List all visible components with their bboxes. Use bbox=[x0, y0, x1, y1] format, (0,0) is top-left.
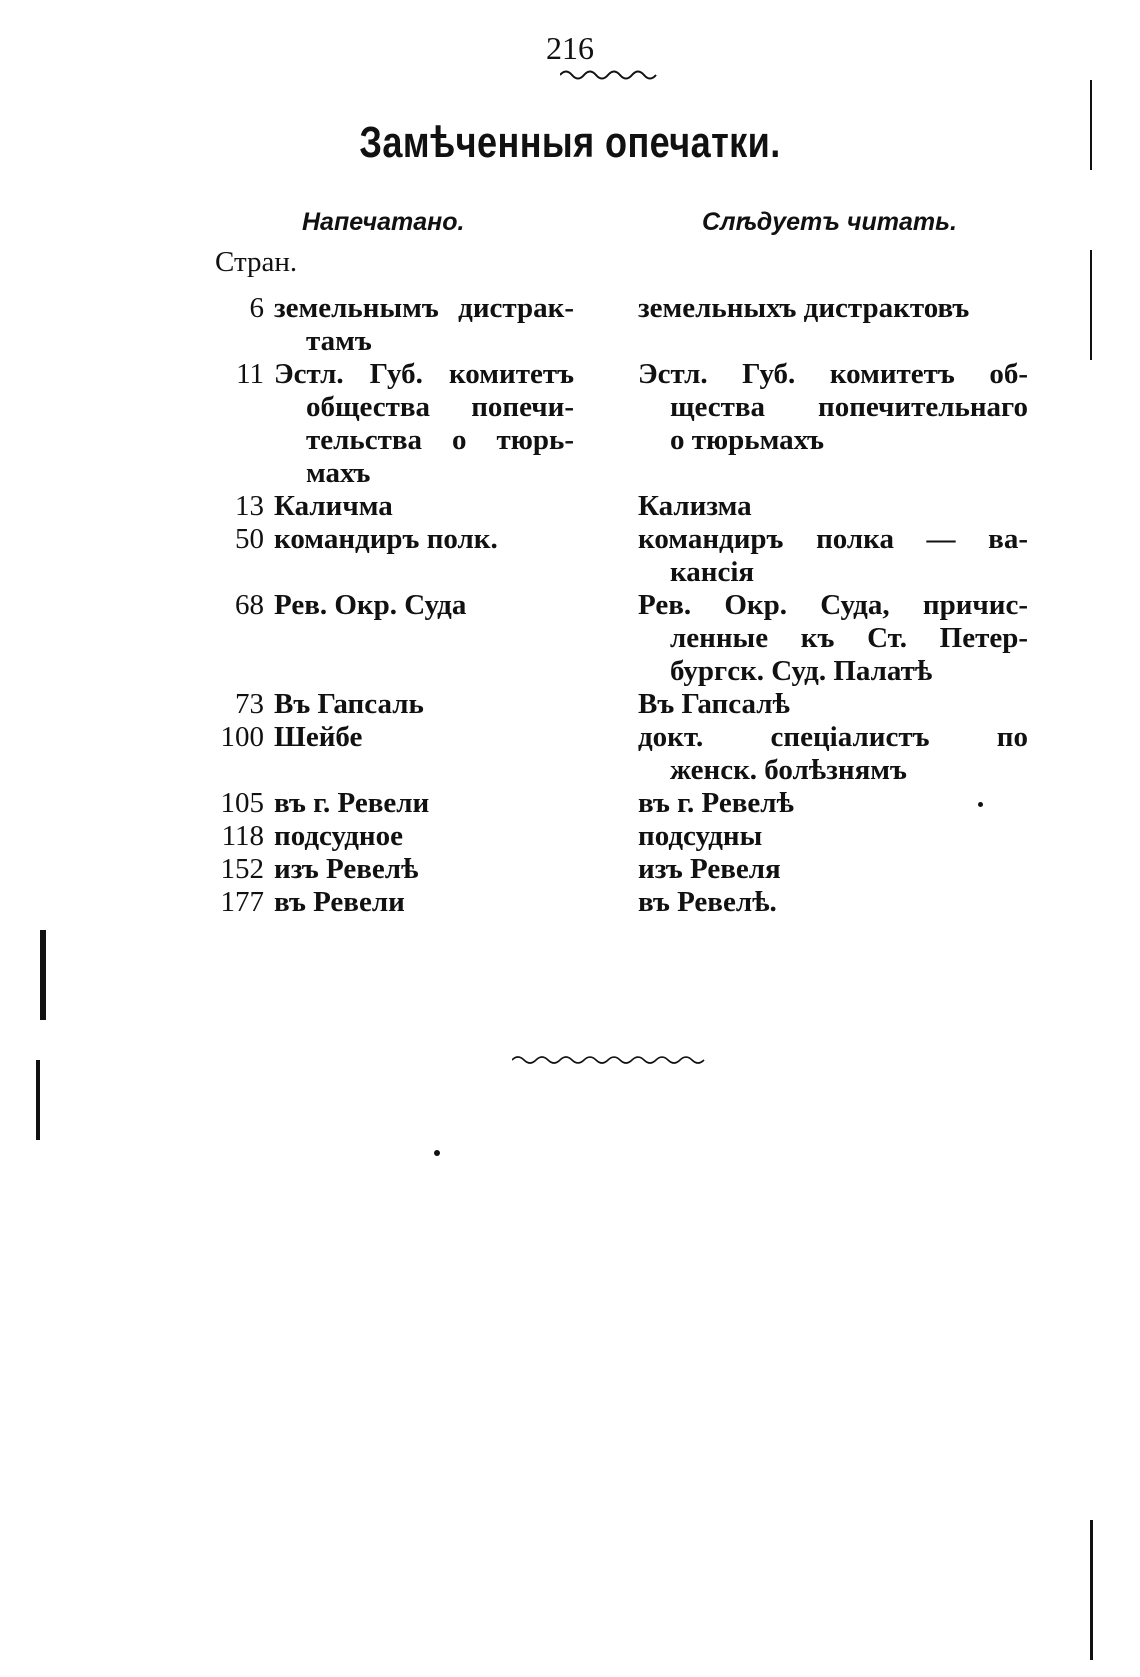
page-title: Замѣченныя опечатки. bbox=[359, 118, 781, 167]
errata-printed-line: земельнымъ дистрак- bbox=[274, 292, 574, 324]
errata-printed-line: Шейбе bbox=[274, 721, 363, 753]
errata-page: 6 bbox=[249, 292, 264, 324]
errata-correct-line: командиръ полка — ва- bbox=[638, 523, 1028, 555]
errata-correct bbox=[638, 292, 1028, 325]
errata-correct bbox=[638, 886, 1028, 919]
errata-printed bbox=[274, 523, 574, 556]
errata-correct bbox=[638, 853, 1028, 886]
errata-correct-line: подсудны bbox=[638, 820, 763, 852]
errata-row bbox=[212, 523, 1032, 589]
errata-printed-line: общества попечи- bbox=[306, 391, 574, 423]
errata-printed bbox=[274, 688, 574, 721]
errata-printed-line: Каличма bbox=[274, 490, 393, 522]
errata-printed bbox=[274, 721, 574, 754]
errata-correct-line: Кализма bbox=[638, 490, 752, 522]
errata-table bbox=[212, 292, 1032, 919]
errata-printed-line: махъ bbox=[306, 457, 371, 489]
errata-row bbox=[212, 292, 1032, 358]
scan-mark bbox=[1090, 1520, 1093, 1660]
errata-page: 177 bbox=[220, 886, 264, 918]
errata-printed-line: тамъ bbox=[306, 325, 372, 357]
errata-page: 118 bbox=[221, 820, 264, 852]
errata-printed-line: Эстл. Губ. комитетъ bbox=[274, 358, 574, 390]
errata-row bbox=[212, 886, 1032, 919]
header-printed: Напечатано. bbox=[302, 208, 465, 236]
errata-correct-line: Рев. Окр. Суда, причис- bbox=[638, 589, 1028, 621]
errata-printed bbox=[274, 358, 574, 490]
errata-correct bbox=[638, 589, 1028, 688]
scan-mark bbox=[1090, 80, 1092, 170]
errata-printed bbox=[274, 589, 574, 622]
errata-row bbox=[212, 358, 1032, 490]
scan-mark bbox=[40, 930, 46, 1020]
errata-printed-line: тельства о тюрь- bbox=[306, 424, 574, 456]
errata-printed bbox=[274, 490, 574, 523]
errata-printed-line: Въ Гапсаль bbox=[274, 688, 424, 720]
scan-mark bbox=[1090, 250, 1092, 360]
errata-printed bbox=[274, 886, 574, 919]
errata-correct bbox=[638, 688, 1028, 721]
errata-correct-line: женск. болѣзнямъ bbox=[670, 754, 907, 786]
errata-correct-line: Въ Гапсалѣ bbox=[638, 688, 790, 720]
errata-correct bbox=[638, 358, 1028, 457]
errata-row bbox=[212, 787, 1032, 820]
errata-page: 13 bbox=[235, 490, 264, 522]
errata-printed bbox=[274, 292, 574, 358]
errata-correct-line: о тюрьмахъ bbox=[670, 424, 824, 456]
errata-correct-line: въ Ревелѣ. bbox=[638, 886, 777, 918]
errata-correct bbox=[638, 523, 1028, 589]
errata-printed-line: въ г. Ревели bbox=[274, 787, 430, 819]
errata-row bbox=[212, 721, 1032, 787]
scan-mark bbox=[434, 1150, 440, 1156]
errata-printed bbox=[274, 820, 574, 853]
header-correct: Слѣдуетъ читать. bbox=[702, 208, 957, 236]
page-column-label: Стран. bbox=[215, 246, 298, 278]
errata-page: 73 bbox=[235, 688, 264, 720]
errata-printed-line: подсудное bbox=[274, 820, 403, 852]
errata-correct-line: докт. спеціалистъ по bbox=[638, 721, 1028, 753]
page-number: 216 bbox=[546, 30, 594, 66]
end-ornament bbox=[512, 1052, 712, 1068]
errata-correct-line: земельныхъ дистрактовъ bbox=[638, 292, 970, 324]
errata-printed-line: изъ Ревелѣ bbox=[274, 853, 419, 885]
errata-row bbox=[212, 820, 1032, 853]
errata-row bbox=[212, 853, 1032, 886]
errata-printed-line: командиръ полк. bbox=[274, 523, 498, 555]
errata-printed-line: въ Ревели bbox=[274, 886, 405, 918]
scan-mark bbox=[978, 802, 983, 807]
errata-correct bbox=[638, 820, 1028, 853]
errata-page: 11 bbox=[236, 358, 264, 390]
errata-printed bbox=[274, 853, 574, 886]
errata-correct-line: изъ Ревеля bbox=[638, 853, 781, 885]
errata-correct bbox=[638, 490, 1028, 523]
scan-mark bbox=[36, 1060, 40, 1140]
errata-row bbox=[212, 490, 1032, 523]
errata-correct-line: бургск. Суд. Палатѣ bbox=[670, 655, 933, 687]
errata-correct bbox=[638, 721, 1028, 787]
errata-correct-line: ленные къ Ст. Петер- bbox=[670, 622, 1028, 654]
errata-page: 100 bbox=[220, 721, 264, 753]
errata-correct bbox=[638, 787, 1028, 820]
errata-page: 152 bbox=[220, 853, 264, 885]
errata-correct-line: кансія bbox=[670, 556, 755, 588]
page-number-ornament bbox=[560, 68, 660, 82]
errata-correct-line: въ г. Ревелѣ bbox=[638, 787, 794, 819]
errata-row bbox=[212, 688, 1032, 721]
errata-printed-line: Рев. Окр. Суда bbox=[274, 589, 467, 621]
errata-page: 105 bbox=[220, 787, 264, 819]
errata-correct-line: Эстл. Губ. комитетъ об- bbox=[638, 358, 1028, 390]
errata-correct-line: щества попечительнаго bbox=[670, 391, 1028, 423]
errata-page: 68 bbox=[235, 589, 264, 621]
errata-printed bbox=[274, 787, 574, 820]
errata-page: 50 bbox=[235, 523, 264, 555]
errata-row bbox=[212, 589, 1032, 688]
